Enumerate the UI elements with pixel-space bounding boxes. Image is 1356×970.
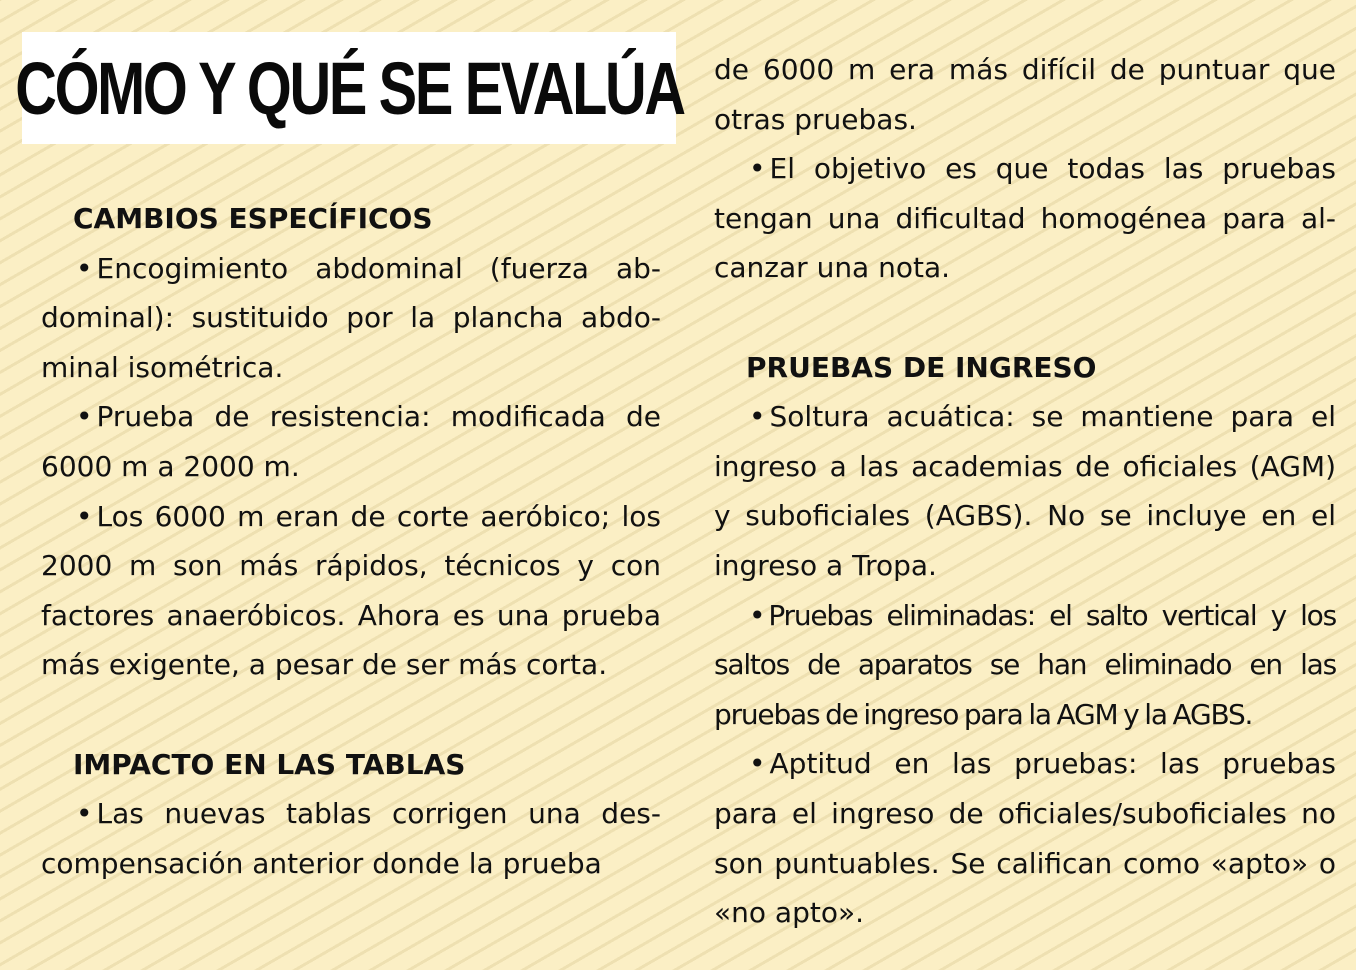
bullet-icon: • [76, 499, 93, 533]
section-heading-impacto: IMPACTO EN LAS TABLAS [73, 747, 466, 781]
section-spacer [41, 690, 661, 740]
bullet-icon: • [76, 251, 93, 285]
page-title: CÓMO Y QUÉ SE EVALÚA [14, 46, 684, 130]
bullet-item [41, 392, 661, 491]
section-heading-cambios: CAMBIOS ESPECÍFICOS [73, 202, 433, 235]
bullet-icon: • [749, 747, 766, 781]
bullet-text: Encogimiento abdominal (fuerza abdominal): sustituido por la plancha abdominal isométrica. [41, 251, 661, 384]
bullet-item [714, 144, 1336, 293]
title-box [14, 32, 684, 144]
bullet-item [41, 492, 661, 690]
section-heading-pruebas-ingreso: PRUEBAS DE INGRESO [746, 350, 1097, 384]
bullet-text: El objetivo es que todas las pruebas tengan una dificultad homogénea para alcanzar una nota. [714, 152, 1336, 285]
bullet-item [41, 244, 661, 393]
bullet-icon: • [76, 400, 93, 434]
bullet-icon: • [76, 797, 93, 831]
bullet-text: Prueba de resistencia: modificada de 6000 m a 2000 m. [41, 400, 661, 483]
continued-paragraph: de 6000 m era más difícil de puntuar que otras pruebas. [714, 53, 1336, 136]
bullet-text: Soltura acuática: se mantiene para el ingreso a las academias de oficiales (AGM) y suboficiales (AGBS). No se incluye en el ingreso a Tropa. [714, 400, 1336, 582]
bullet-text: Aptitud en las pruebas: las pruebas para el ingreso de oficiales/suboficiales no son puntuables. Se califican como «apto» o «no apto». [714, 747, 1336, 930]
bullet-icon: • [749, 152, 766, 186]
bullet-item [714, 591, 1336, 740]
bullet-icon: • [749, 400, 766, 434]
section-spacer [714, 293, 1336, 343]
bullet-text: Las nuevas tablas corrigen una descompensación anterior donde la prueba [41, 797, 661, 880]
left-column [41, 194, 661, 888]
bullet-item [41, 789, 661, 888]
bullet-item [714, 739, 1336, 937]
bullet-item [714, 392, 1336, 590]
right-column [714, 45, 1336, 938]
bullet-icon: • [749, 598, 765, 632]
bullet-text: Pruebas eliminadas: el salto vertical y los saltos de aparatos se han eliminado en las pruebas de ingreso para la AGM y la AGBS. [714, 598, 1336, 731]
bullet-text: Los 6000 m eran de corte aeróbico; los 2000 m son más rápidos, técnicos y con factores anaeróbicos. Ahora es una prueba más exigente, a pesar de ser más corta. [41, 499, 661, 682]
